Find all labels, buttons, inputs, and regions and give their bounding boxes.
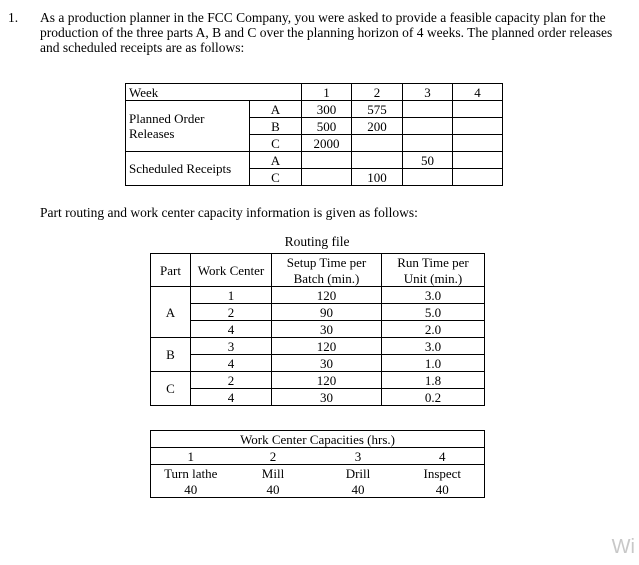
- sr-cell: [352, 152, 403, 169]
- question-number: 1.: [8, 10, 19, 25]
- routing-run: 2.0: [382, 321, 485, 338]
- sr-label: Scheduled Receipts: [126, 152, 250, 186]
- routing-intro: Part routing and work center capacity information is given as follows:: [40, 205, 418, 220]
- week-4: 4: [453, 84, 503, 101]
- sr-part-c: C: [250, 169, 302, 186]
- wc-name: Drill: [316, 465, 401, 482]
- wc-name: Inspect: [401, 465, 485, 482]
- routing-wc: 1: [191, 287, 272, 304]
- por-cell: 575: [352, 101, 403, 118]
- wc-hours: 40: [151, 481, 231, 498]
- routing-run: 1.8: [382, 372, 485, 389]
- routing-row: [151, 338, 485, 355]
- question-text: As a production planner in the FCC Company, you were asked to provide a feasible capacity plan for the production of the three parts A, B and C over the planning horizon of 4 weeks. The planned order releases and scheduled receipts are as follows:: [40, 10, 613, 55]
- por-row-a: [126, 101, 503, 118]
- wc-id: 2: [231, 448, 316, 465]
- week-3: 3: [403, 84, 453, 101]
- por-cell: [403, 135, 453, 152]
- routing-part-a: A: [151, 287, 191, 338]
- por-cell: [403, 101, 453, 118]
- routing-wc: 4: [191, 355, 272, 372]
- routing-wc: 4: [191, 321, 272, 338]
- sr-cell: 50: [403, 152, 453, 169]
- wc-name: Mill: [231, 465, 316, 482]
- sr-part-a: A: [250, 152, 302, 169]
- por-cell: 300: [302, 101, 352, 118]
- routing-row: [151, 355, 485, 372]
- routing-run: 5.0: [382, 304, 485, 321]
- routing-setup: 90: [272, 304, 382, 321]
- capacities-title: Work Center Capacities (hrs.): [151, 431, 485, 448]
- header-run-line2: Unit (min.): [382, 270, 485, 287]
- capacities-hours-row: [151, 481, 485, 498]
- por-part-a: A: [250, 101, 302, 118]
- sr-cell: [302, 169, 352, 186]
- routing-row: [151, 389, 485, 406]
- routing-wc: 3: [191, 338, 272, 355]
- wc-id: 4: [401, 448, 485, 465]
- routing-part-b: B: [151, 338, 191, 372]
- routing-wc: 4: [191, 389, 272, 406]
- capacities-table: [150, 430, 485, 498]
- routing-wc: 2: [191, 304, 272, 321]
- header-part: Part: [151, 254, 191, 287]
- por-label: Planned Order Releases: [126, 101, 250, 152]
- week-1: 1: [302, 84, 352, 101]
- routing-row: [151, 304, 485, 321]
- week-header-row: [126, 84, 503, 101]
- wc-hours: 40: [401, 481, 485, 498]
- routing-title: Routing file: [284, 234, 350, 249]
- routing-row: [151, 321, 485, 338]
- header-work-center: Work Center: [191, 254, 272, 287]
- sr-cell: 100: [352, 169, 403, 186]
- por-cell: [352, 135, 403, 152]
- routing-wc: 2: [191, 372, 272, 389]
- capacities-id-row: [151, 448, 485, 465]
- por-cell: 500: [302, 118, 352, 135]
- routing-header-row: [151, 254, 485, 271]
- capacities-name-row: [151, 465, 485, 482]
- wc-id: 3: [316, 448, 401, 465]
- routing-run: 0.2: [382, 389, 485, 406]
- routing-setup: 120: [272, 287, 382, 304]
- routing-run: 1.0: [382, 355, 485, 372]
- wc-name: Turn lathe: [151, 465, 231, 482]
- sr-cell: [453, 152, 503, 169]
- por-cell: [453, 118, 503, 135]
- routing-part-c: C: [151, 372, 191, 406]
- por-cell: [403, 118, 453, 135]
- week-2: 2: [352, 84, 403, 101]
- watermark-text: Wi: [611, 536, 635, 558]
- routing-table: [150, 253, 485, 406]
- sr-cell: [403, 169, 453, 186]
- por-part-b: B: [250, 118, 302, 135]
- routing-run: 3.0: [382, 338, 485, 355]
- routing-setup: 30: [272, 355, 382, 372]
- por-part-c: C: [250, 135, 302, 152]
- por-cell: 200: [352, 118, 403, 135]
- wc-hours: 40: [231, 481, 316, 498]
- sr-cell: [302, 152, 352, 169]
- schedule-table: [125, 83, 503, 186]
- routing-setup: 120: [272, 372, 382, 389]
- routing-setup: 30: [272, 321, 382, 338]
- por-cell: [453, 135, 503, 152]
- routing-row: [151, 287, 485, 304]
- wc-id: 1: [151, 448, 231, 465]
- wc-hours: 40: [316, 481, 401, 498]
- header-setup-line2: Batch (min.): [272, 270, 382, 287]
- capacities-title-row: [151, 431, 485, 448]
- routing-setup: 120: [272, 338, 382, 355]
- week-label: Week: [126, 84, 302, 101]
- routing-setup: 30: [272, 389, 382, 406]
- sr-cell: [453, 169, 503, 186]
- header-setup-line1: Setup Time per: [272, 254, 382, 271]
- routing-run: 3.0: [382, 287, 485, 304]
- routing-row: [151, 372, 485, 389]
- por-cell: [453, 101, 503, 118]
- por-cell: 2000: [302, 135, 352, 152]
- sr-row-a: [126, 152, 503, 169]
- header-run-line1: Run Time per: [382, 254, 485, 271]
